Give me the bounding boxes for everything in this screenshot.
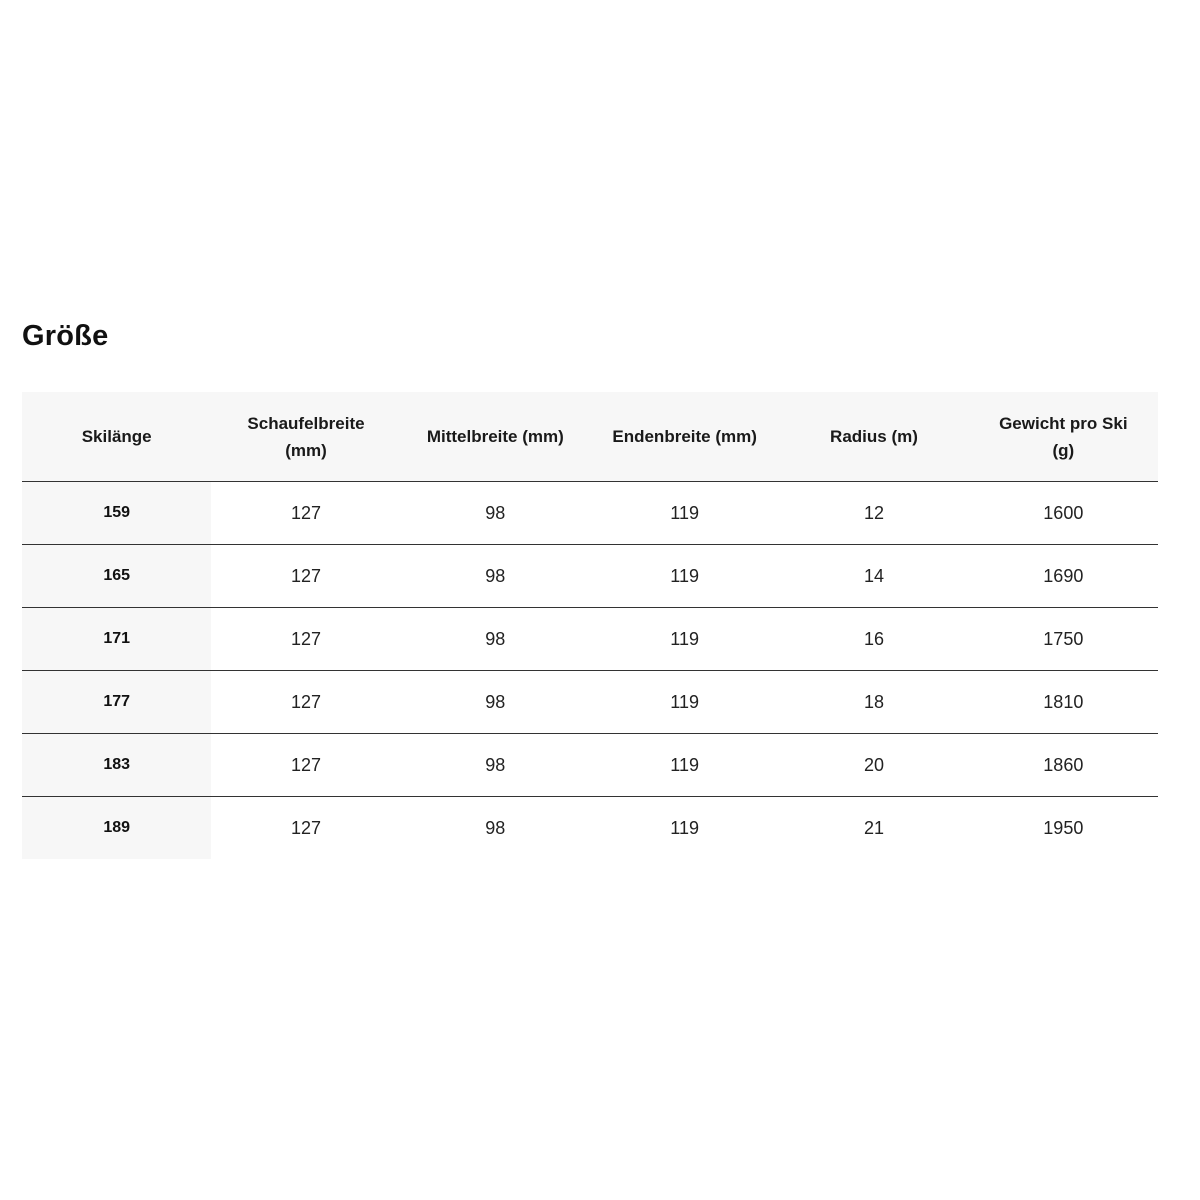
tip-width-cell: 127: [211, 671, 400, 734]
waist-width-cell: 98: [401, 545, 590, 608]
page-title: Größe: [22, 320, 109, 352]
tip-width-cell: 127: [211, 734, 400, 797]
header-line: Endenbreite (mm): [612, 427, 757, 446]
waist-width-cell: 98: [401, 671, 590, 734]
column-header-ski-length: [22, 392, 211, 482]
size-table: [22, 392, 1158, 859]
waist-width-cell: 98: [401, 734, 590, 797]
table-row: [22, 671, 1158, 734]
ski-length-cell: 183: [22, 734, 211, 797]
tail-width-cell: 119: [590, 608, 779, 671]
table-row: [22, 797, 1158, 860]
table-header: [22, 392, 1158, 482]
header-line: Schaufelbreite: [247, 413, 365, 433]
tail-width-cell: 119: [670, 817, 699, 838]
table-row: [22, 482, 1158, 545]
tail-width-cell: 119: [590, 671, 779, 734]
weight-cell: 1950: [1043, 817, 1084, 838]
waist-width-cell: 98: [401, 608, 590, 671]
column-header-tip-width: [211, 392, 400, 482]
radius-cell: 12: [779, 482, 968, 545]
ski-length-cell: 159: [22, 482, 211, 545]
header-line: (g): [1052, 440, 1075, 460]
header-line: Gewicht pro Ski: [999, 413, 1128, 433]
header-line: (mm): [285, 440, 327, 460]
radius-cell: 20: [779, 734, 968, 797]
header-line: Radius (m): [830, 427, 918, 446]
radius-cell: 14: [779, 545, 968, 608]
column-header-tail-width: [590, 392, 779, 482]
column-header-weight: [969, 392, 1158, 482]
table-row: [22, 734, 1158, 797]
tail-width-cell: 119: [590, 734, 779, 797]
table-row: [22, 545, 1158, 608]
column-header-waist-width: [401, 392, 590, 482]
ski-length-cell: 165: [22, 545, 211, 608]
tip-width-cell: 127: [211, 482, 400, 545]
header-line: Mittelbreite (mm): [426, 427, 564, 446]
weight-cell: 1750: [969, 608, 1158, 671]
weight-cell: 1860: [969, 734, 1158, 797]
table-body: [22, 482, 1158, 860]
weight-cell: 1810: [969, 671, 1158, 734]
ski-length-cell: 171: [22, 608, 211, 671]
radius-cell: 16: [779, 608, 968, 671]
column-header-radius: [779, 392, 968, 482]
tip-width-cell: 127: [211, 608, 400, 671]
radius-cell: 18: [779, 671, 968, 734]
header-line: Skilänge: [81, 427, 152, 446]
table-row: [22, 608, 1158, 671]
waist-width-cell: 98: [485, 817, 506, 838]
tail-width-cell: 119: [590, 482, 779, 545]
tip-width-cell: 127: [290, 817, 322, 838]
tail-width-cell: 119: [590, 545, 779, 608]
weight-cell: 1600: [969, 482, 1158, 545]
waist-width-cell: 98: [401, 482, 590, 545]
weight-cell: 1690: [969, 545, 1158, 608]
radius-cell: 21: [863, 817, 884, 838]
ski-length-cell: 189: [22, 797, 211, 860]
header-row: [22, 392, 1158, 482]
tip-width-cell: 127: [211, 545, 400, 608]
ski-length-cell: 177: [22, 671, 211, 734]
